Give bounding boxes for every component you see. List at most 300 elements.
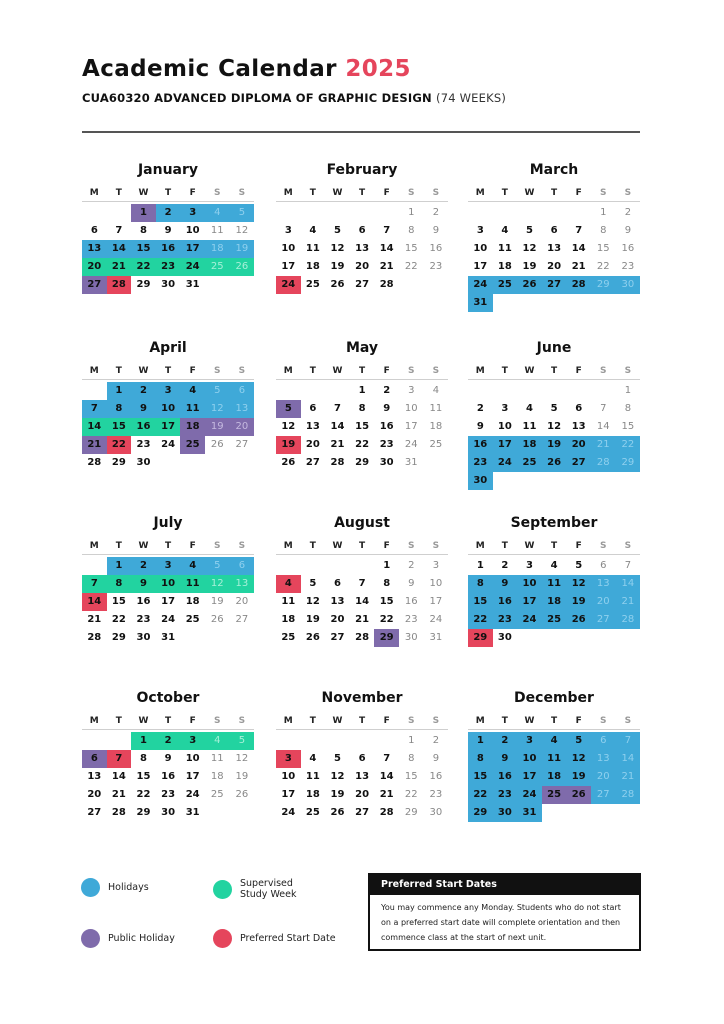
day-cell: 19 — [330, 789, 345, 800]
legend-supervised — [213, 878, 310, 900]
day-cell: 26 — [281, 457, 296, 468]
month-april — [82, 338, 254, 508]
day-cell: 28 — [616, 611, 641, 629]
day-cell: 29 — [374, 629, 399, 647]
day-cell: 16 — [468, 436, 493, 454]
weekday-label: S — [214, 188, 221, 198]
day-cell: 26 — [330, 279, 345, 290]
day-cell: 12 — [205, 575, 230, 593]
month-name: November — [321, 690, 403, 706]
day-cell: 28 — [111, 807, 126, 818]
course-duration: (74 WEEKS) — [436, 91, 507, 105]
day-cell: 3 — [284, 225, 292, 236]
month-name: August — [334, 515, 390, 531]
day-cell: 8 — [383, 578, 391, 589]
day-cell: 8 — [107, 575, 132, 593]
day-cell: 9 — [493, 575, 518, 593]
day-cell: 31 — [429, 632, 443, 643]
weekday-label: T — [550, 716, 558, 726]
legend-supervised-label: Supervised Study Week — [240, 878, 297, 900]
legend-public-holiday-label: Public Holiday — [108, 933, 175, 944]
day-cell: 8 — [468, 575, 493, 593]
day-cell: 21 — [87, 614, 102, 625]
day-cell: 10 — [517, 575, 542, 593]
public-holiday-swatch-icon — [81, 929, 100, 948]
day-cell: 19 — [542, 436, 567, 454]
day-cell: 3 — [408, 385, 415, 396]
day-cell: 20 — [591, 593, 616, 611]
day-cell: 24 — [517, 786, 542, 804]
weekday-label: S — [432, 366, 440, 376]
weekday-label: F — [189, 188, 196, 198]
day-cell: 31 — [185, 807, 200, 818]
day-cell: 28 — [107, 276, 132, 294]
day-cell: 11 — [180, 400, 205, 418]
day-cell: 22 — [616, 436, 641, 454]
day-cell: 24 — [281, 807, 296, 818]
day-cell: 24 — [493, 454, 518, 472]
weekday-header — [468, 541, 640, 553]
weekday-label: T — [115, 716, 122, 726]
day-cell: 7 — [600, 403, 607, 414]
day-cell: 7 — [383, 225, 391, 236]
day-cell: 1 — [468, 732, 493, 750]
day-cell: 1 — [131, 732, 156, 750]
day-cell: 2 — [131, 557, 156, 575]
day-cell: 26 — [542, 454, 567, 472]
day-cell: 22 — [107, 436, 132, 454]
weekday-label: M — [475, 366, 485, 376]
day-cell: 27 — [566, 454, 591, 472]
day-cell: 12 — [330, 243, 345, 254]
day-cell: 14 — [616, 750, 641, 768]
day-cell: 15 — [596, 243, 610, 254]
day-cell: 14 — [82, 593, 107, 611]
day-cell: 2 — [383, 385, 391, 396]
day-cell: 15 — [468, 768, 493, 786]
day-cell: 25 — [281, 632, 296, 643]
day-cell: 30 — [616, 276, 641, 294]
legend-preferred-start-label: Preferred Start Date — [240, 933, 336, 944]
day-cell: 29 — [355, 457, 370, 468]
day-cell: 25 — [210, 789, 224, 800]
day-cell: 23 — [621, 261, 635, 272]
day-cell: 21 — [616, 768, 641, 786]
weekday-label: S — [238, 188, 246, 198]
day-cell: 17 — [473, 261, 488, 272]
month-july — [82, 513, 254, 683]
weekday-label: S — [408, 188, 415, 198]
day-cell: 22 — [355, 439, 370, 450]
day-cell: 3 — [156, 557, 181, 575]
day-cell: 10 — [404, 403, 418, 414]
weekday-header — [276, 188, 448, 200]
day-cell: 13 — [82, 240, 107, 258]
day-cell: 26 — [566, 786, 591, 804]
day-cell: 28 — [87, 632, 102, 643]
weekday-label: F — [383, 366, 390, 376]
weekday-label: M — [283, 541, 293, 551]
day-cell: 29 — [468, 629, 493, 647]
day-cell: 14 — [111, 771, 126, 782]
month-january — [82, 160, 254, 330]
day-grid — [276, 557, 448, 665]
month-august — [276, 513, 448, 683]
day-grid — [468, 204, 640, 312]
day-cell: 9 — [164, 225, 172, 236]
weekday-label: S — [600, 716, 607, 726]
day-cell: 30 — [497, 632, 512, 643]
day-cell: 9 — [432, 753, 440, 764]
day-cell: 19 — [522, 261, 537, 272]
day-cell: 19 — [205, 418, 230, 436]
day-cell: 28 — [379, 807, 394, 818]
day-cell: 24 — [161, 439, 176, 450]
day-cell: 6 — [90, 225, 98, 236]
weekday-divider — [82, 201, 254, 202]
day-cell: 11 — [281, 596, 296, 607]
day-cell: 3 — [526, 560, 533, 571]
day-cell: 12 — [281, 421, 296, 432]
month-name: April — [149, 340, 187, 356]
day-cell: 1 — [624, 385, 632, 396]
day-cell: 6 — [358, 753, 366, 764]
day-cell: 20 — [330, 614, 345, 625]
weekday-label: T — [164, 541, 172, 551]
day-cell: 8 — [624, 403, 632, 414]
day-cell: 4 — [180, 557, 205, 575]
month-name: July — [153, 515, 183, 531]
weekday-label: F — [189, 541, 196, 551]
day-cell: 9 — [164, 753, 172, 764]
day-cell: 5 — [526, 225, 533, 236]
day-cell: 5 — [205, 382, 230, 400]
weekday-header — [276, 716, 448, 728]
weekday-label: S — [238, 366, 246, 376]
day-grid — [276, 382, 448, 490]
day-cell: 13 — [87, 771, 102, 782]
day-cell: 27 — [591, 611, 616, 629]
day-cell: 20 — [591, 768, 616, 786]
day-cell: 11 — [542, 750, 567, 768]
day-cell: 24 — [185, 789, 200, 800]
day-cell: 7 — [115, 225, 123, 236]
day-cell: 30 — [468, 472, 493, 490]
weekday-label: W — [524, 366, 535, 376]
day-cell: 18 — [305, 261, 320, 272]
weekday-label: W — [332, 541, 343, 551]
day-cell: 18 — [517, 436, 542, 454]
day-cell: 28 — [616, 786, 641, 804]
day-cell: 14 — [379, 771, 394, 782]
day-cell: 27 — [82, 276, 107, 294]
day-cell: 20 — [355, 261, 370, 272]
day-cell: 29 — [136, 807, 151, 818]
day-cell: 26 — [330, 807, 345, 818]
day-cell: 9 — [476, 421, 484, 432]
weekday-label: T — [115, 188, 122, 198]
day-cell: 27 — [591, 786, 616, 804]
legend-public-holiday — [81, 929, 188, 948]
weekday-label: S — [408, 716, 415, 726]
weekday-label: T — [501, 188, 508, 198]
day-cell: 16 — [429, 243, 443, 254]
weekday-label: T — [115, 366, 122, 376]
day-cell: 16 — [404, 596, 418, 607]
weekday-label: T — [309, 541, 316, 551]
day-cell: 30 — [379, 457, 394, 468]
day-cell: 23 — [493, 786, 518, 804]
weekday-label: F — [383, 716, 390, 726]
month-may — [276, 338, 448, 508]
day-cell: 22 — [131, 258, 156, 276]
weekday-label: M — [283, 716, 293, 726]
weekday-label: T — [358, 541, 366, 551]
day-cell: 26 — [517, 276, 542, 294]
day-cell: 1 — [131, 204, 156, 222]
day-cell: 7 — [616, 732, 641, 750]
day-cell: 18 — [180, 418, 205, 436]
day-cell: 14 — [571, 243, 586, 254]
day-cell: 29 — [136, 279, 151, 290]
weekday-label: T — [309, 716, 316, 726]
supervised-swatch-icon — [213, 880, 232, 899]
day-cell: 23 — [468, 454, 493, 472]
weekday-label: W — [524, 716, 535, 726]
day-cell: 29 — [111, 457, 126, 468]
day-cell: 15 — [355, 421, 370, 432]
day-cell: 1 — [107, 557, 132, 575]
weekday-label: S — [432, 716, 440, 726]
weekday-label: S — [214, 541, 221, 551]
day-cell: 10 — [281, 771, 296, 782]
weekday-label: T — [164, 188, 172, 198]
day-cell: 8 — [140, 225, 147, 236]
day-cell: 18 — [210, 771, 224, 782]
day-cell: 17 — [517, 768, 542, 786]
weekday-label: W — [138, 716, 149, 726]
day-grid — [82, 382, 254, 490]
day-cell: 21 — [82, 436, 107, 454]
day-cell: 4 — [276, 575, 301, 593]
day-cell: 11 — [180, 575, 205, 593]
day-cell: 5 — [276, 400, 301, 418]
day-cell: 23 — [429, 789, 443, 800]
weekday-label: F — [189, 716, 196, 726]
page-title — [82, 56, 411, 82]
day-cell: 11 — [522, 421, 537, 432]
course-subtitle — [82, 91, 506, 105]
day-cell: 19 — [230, 240, 255, 258]
month-name: December — [514, 690, 594, 706]
day-cell: 18 — [185, 596, 200, 607]
day-cell: 8 — [468, 750, 493, 768]
day-cell: 2 — [131, 382, 156, 400]
day-cell: 4 — [542, 732, 567, 750]
weekday-label: T — [550, 541, 558, 551]
holidays-swatch-icon — [81, 878, 100, 897]
course-code: CUA60320 ADVANCED DIPLOMA OF GRAPHIC DESIGN — [82, 91, 432, 105]
day-cell: 10 — [185, 753, 200, 764]
day-cell: 28 — [566, 276, 591, 294]
day-cell: 3 — [432, 560, 440, 571]
day-cell: 10 — [185, 225, 200, 236]
day-cell: 13 — [547, 243, 562, 254]
day-cell: 6 — [230, 557, 255, 575]
day-cell: 14 — [107, 240, 132, 258]
day-cell: 20 — [230, 418, 255, 436]
day-cell: 4 — [526, 403, 533, 414]
day-cell: 8 — [358, 403, 366, 414]
day-cell: 25 — [305, 279, 320, 290]
day-cell: 23 — [156, 258, 181, 276]
day-cell: 16 — [621, 243, 635, 254]
day-cell: 21 — [591, 436, 616, 454]
weekday-label: W — [332, 188, 343, 198]
legend-holidays-label: Holidays — [108, 882, 149, 893]
day-cell: 7 — [575, 225, 583, 236]
day-cell: 19 — [276, 436, 301, 454]
day-cell: 8 — [600, 225, 607, 236]
weekday-label: F — [189, 366, 196, 376]
day-cell: 27 — [87, 807, 102, 818]
day-cell: 20 — [82, 258, 107, 276]
month-november — [276, 688, 448, 858]
day-cell: 16 — [161, 771, 176, 782]
day-cell: 1 — [408, 735, 415, 746]
weekday-header — [468, 188, 640, 200]
weekday-label: W — [138, 541, 149, 551]
weekday-label: T — [501, 366, 508, 376]
day-cell: 19 — [210, 596, 224, 607]
weekday-label: W — [332, 366, 343, 376]
day-cell: 26 — [210, 439, 224, 450]
day-cell: 22 — [596, 261, 610, 272]
day-cell: 31 — [404, 457, 418, 468]
day-cell: 18 — [281, 614, 296, 625]
day-cell: 21 — [571, 261, 586, 272]
weekday-label: T — [309, 188, 316, 198]
weekday-header — [276, 366, 448, 378]
day-cell: 18 — [205, 240, 230, 258]
day-cell: 25 — [185, 614, 200, 625]
weekday-label: T — [164, 716, 172, 726]
weekday-label: M — [89, 366, 99, 376]
weekday-divider — [82, 379, 254, 380]
day-cell: 13 — [591, 575, 616, 593]
day-cell: 3 — [276, 750, 301, 768]
day-cell: 7 — [107, 750, 132, 768]
weekday-label: F — [575, 541, 582, 551]
day-cell: 5 — [334, 225, 341, 236]
day-cell: 16 — [429, 771, 443, 782]
weekday-label: W — [332, 716, 343, 726]
day-cell: 6 — [591, 732, 616, 750]
day-grid — [276, 732, 448, 840]
day-cell: 20 — [547, 261, 562, 272]
day-cell: 5 — [550, 403, 558, 414]
day-cell: 12 — [235, 225, 249, 236]
day-cell: 26 — [210, 614, 224, 625]
weekday-divider — [468, 554, 640, 555]
day-cell: 21 — [379, 789, 394, 800]
day-cell: 7 — [383, 753, 391, 764]
day-cell: 23 — [429, 261, 443, 272]
day-cell: 5 — [230, 732, 255, 750]
day-cell: 7 — [82, 400, 107, 418]
weekday-header — [82, 716, 254, 728]
day-cell: 26 — [230, 258, 255, 276]
day-cell: 23 — [136, 439, 151, 450]
day-cell: 5 — [205, 557, 230, 575]
day-grid — [82, 732, 254, 840]
day-cell: 24 — [404, 439, 418, 450]
weekday-label: T — [309, 366, 316, 376]
weekday-label: S — [600, 541, 607, 551]
day-cell: 20 — [87, 789, 102, 800]
weekday-label: S — [238, 541, 246, 551]
day-cell: 10 — [429, 578, 443, 589]
day-cell: 4 — [501, 225, 509, 236]
day-cell: 17 — [185, 771, 200, 782]
day-cell: 29 — [404, 807, 418, 818]
info-box-title: Preferred Start Dates — [370, 875, 639, 895]
day-cell: 26 — [566, 611, 591, 629]
day-cell: 27 — [355, 279, 370, 290]
day-cell: 23 — [404, 614, 418, 625]
day-cell: 9 — [131, 575, 156, 593]
day-cell: 10 — [473, 243, 488, 254]
day-cell: 9 — [624, 225, 632, 236]
day-cell: 12 — [547, 421, 562, 432]
weekday-label: F — [383, 188, 390, 198]
month-name: September — [510, 515, 598, 531]
day-cell: 25 — [517, 454, 542, 472]
day-cell: 12 — [522, 243, 537, 254]
day-cell: 29 — [591, 276, 616, 294]
day-cell: 15 — [136, 771, 151, 782]
day-cell: 2 — [624, 207, 632, 218]
day-cell: 9 — [408, 578, 415, 589]
day-cell: 28 — [379, 279, 394, 290]
day-cell: 17 — [404, 421, 418, 432]
day-cell: 2 — [432, 207, 440, 218]
day-cell: 4 — [205, 204, 230, 222]
day-cell: 16 — [136, 596, 151, 607]
info-box-text: You may commence any Monday. Students who do not start on a preferred start date will complete orientation and then commence class at the start of next unit. — [381, 903, 621, 942]
day-cell: 30 — [161, 807, 176, 818]
weekday-label: S — [238, 716, 246, 726]
day-cell: 11 — [210, 753, 224, 764]
day-cell: 4 — [205, 732, 230, 750]
day-cell: 19 — [566, 768, 591, 786]
day-cell: 20 — [566, 436, 591, 454]
day-cell: 13 — [571, 421, 586, 432]
day-cell: 1 — [107, 382, 132, 400]
day-cell: 18 — [542, 593, 567, 611]
day-cell: 12 — [330, 771, 345, 782]
day-cell: 6 — [334, 578, 341, 589]
month-name: February — [326, 162, 398, 178]
day-cell: 16 — [156, 240, 181, 258]
weekday-label: T — [358, 366, 366, 376]
day-cell: 22 — [111, 614, 126, 625]
day-cell: 12 — [205, 400, 230, 418]
day-cell: 22 — [468, 611, 493, 629]
day-cell: 10 — [156, 400, 181, 418]
day-cell: 14 — [379, 243, 394, 254]
month-name: March — [529, 162, 579, 178]
